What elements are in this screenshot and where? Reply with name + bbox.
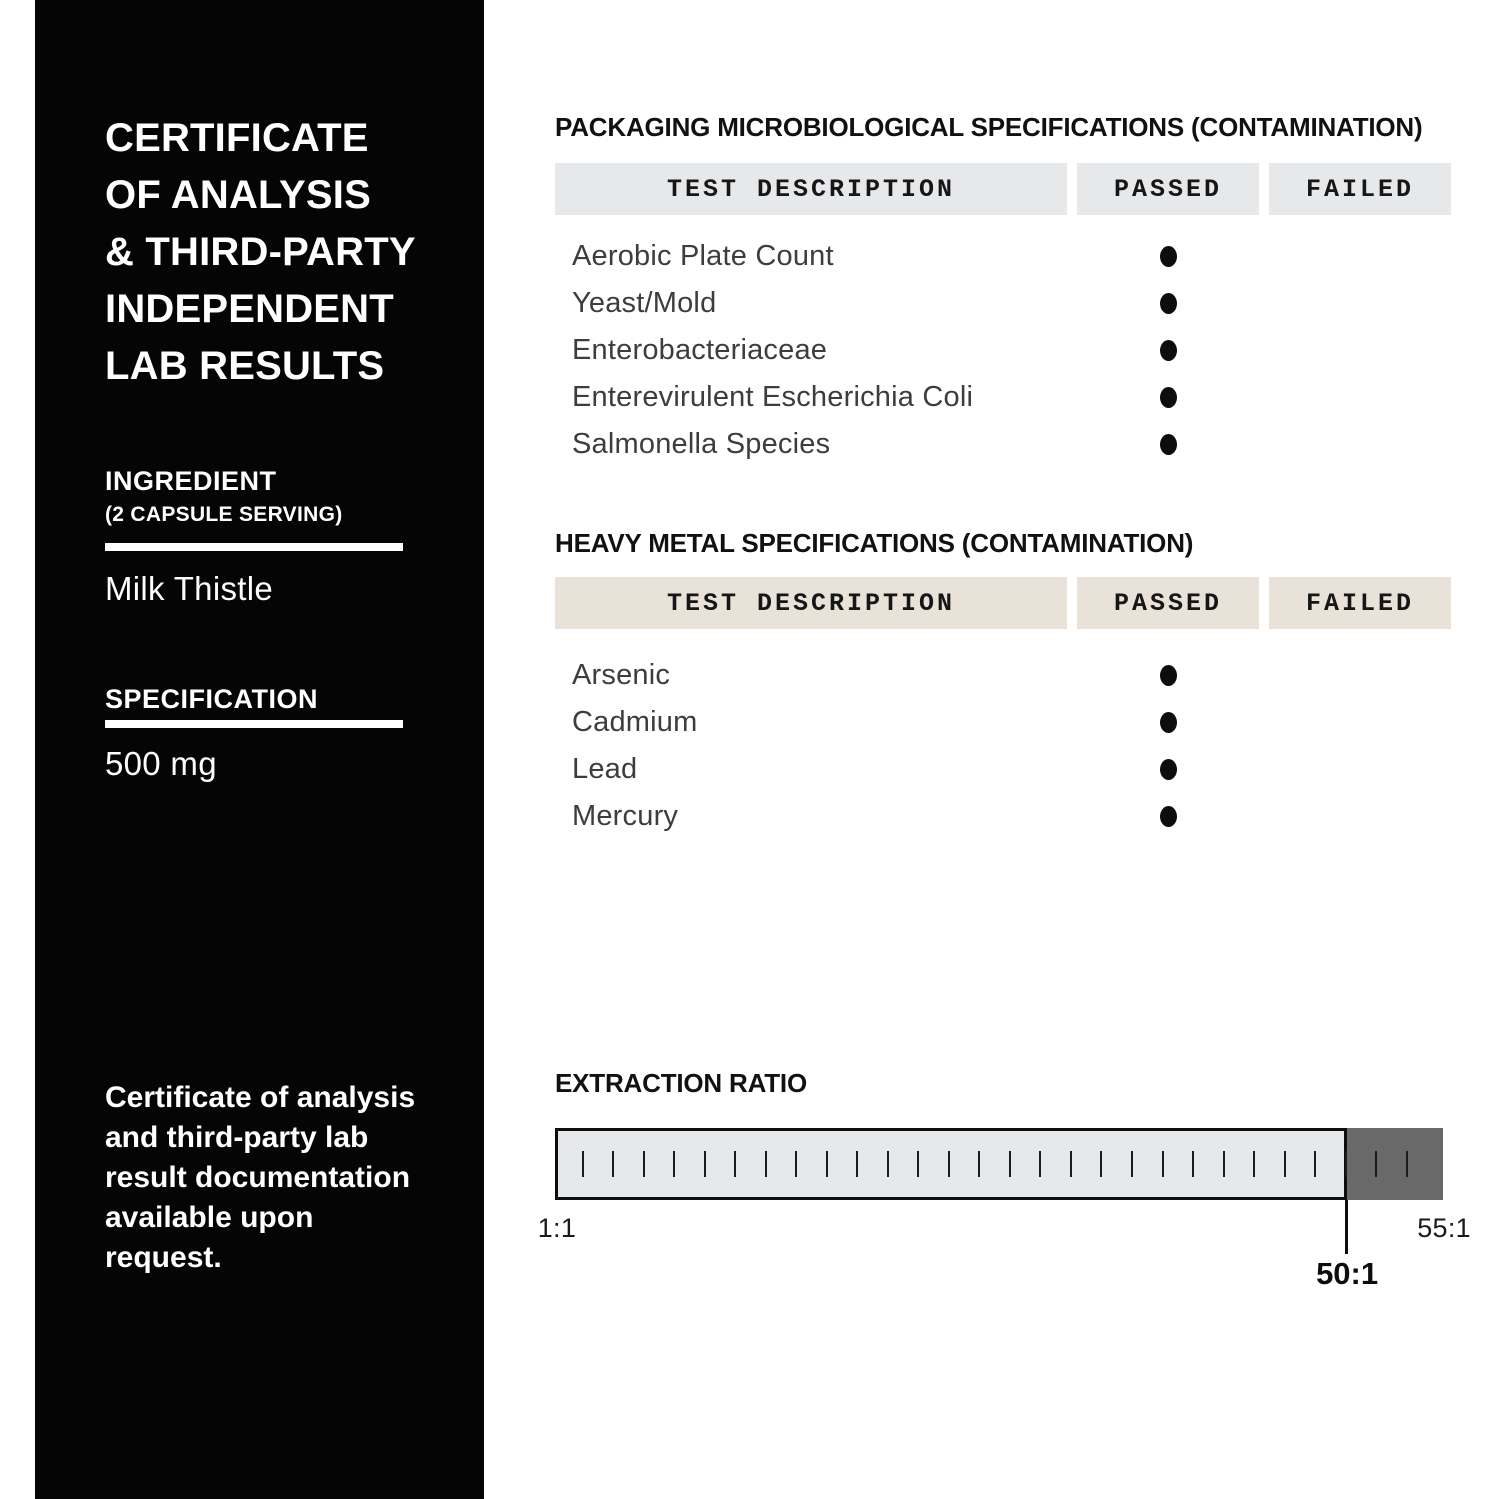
passed-cell — [1077, 793, 1259, 840]
ratio-min-label: 1:1 — [537, 1213, 577, 1243]
scale-tick — [1345, 1151, 1347, 1177]
failed-cell — [1269, 233, 1451, 280]
specification-value: 500 mg — [105, 745, 217, 782]
table-row — [555, 280, 1451, 327]
page-title-line: OF ANALYSIS — [105, 173, 371, 217]
test-description-cell: Cadmium — [572, 706, 698, 738]
test-description-cell: Yeast/Mold — [572, 287, 717, 319]
extraction-ratio-bar — [555, 1128, 1443, 1200]
test-description-cell: Enterobacteriaceae — [572, 334, 828, 366]
page-title — [105, 110, 416, 395]
table-row — [555, 746, 1451, 793]
heavy-metal-header-row — [555, 577, 1451, 629]
lab-results-content — [537, 0, 1471, 1499]
table-row — [555, 652, 1451, 699]
scale-tick — [612, 1151, 614, 1177]
result-dot — [1160, 293, 1177, 314]
scale-tick — [795, 1151, 797, 1177]
column-header-failed: FAILED — [1269, 577, 1451, 629]
test-description-cell: Enterevirulent Escherichia Coli — [572, 381, 974, 413]
scale-tick — [887, 1151, 889, 1177]
scale-tick — [826, 1151, 828, 1177]
result-dot — [1160, 246, 1177, 267]
failed-cell — [1269, 421, 1451, 468]
scale-tick — [1131, 1151, 1133, 1177]
passed-cell — [1077, 374, 1259, 421]
scale-tick — [1223, 1151, 1225, 1177]
scale-tick — [643, 1151, 645, 1177]
page-title-line: & THIRD-PARTY — [105, 230, 416, 274]
result-dot — [1160, 340, 1177, 361]
table-row — [555, 699, 1451, 746]
column-header-failed: FAILED — [1269, 163, 1451, 215]
ratio-max-label: 55:1 — [1417, 1213, 1471, 1243]
table-row — [555, 233, 1451, 280]
table-row — [555, 374, 1451, 421]
test-description-cell: Mercury — [572, 800, 679, 832]
scale-tick — [1284, 1151, 1286, 1177]
result-dot — [1160, 712, 1177, 733]
passed-cell — [1077, 421, 1259, 468]
scale-tick — [1192, 1151, 1194, 1177]
passed-cell — [1077, 652, 1259, 699]
scale-tick — [978, 1151, 980, 1177]
scale-tick — [734, 1151, 736, 1177]
divider-rule — [105, 543, 403, 551]
scale-tick — [1406, 1151, 1408, 1177]
failed-cell — [1269, 652, 1451, 699]
scale-tick — [856, 1151, 858, 1177]
table-row — [555, 793, 1451, 840]
scale-tick — [1314, 1151, 1316, 1177]
serving-sublabel: (2 CAPSULE SERVING) — [105, 503, 343, 526]
specification-label: SPECIFICATION — [105, 684, 319, 714]
ratio-value-marker-line — [1345, 1200, 1348, 1254]
passed-cell — [1077, 233, 1259, 280]
scale-tick — [582, 1151, 584, 1177]
ratio-value-label: 50:1 — [1316, 1256, 1379, 1291]
passed-cell — [1077, 699, 1259, 746]
scale-tick — [1375, 1151, 1377, 1177]
scale-tick — [1009, 1151, 1011, 1177]
scale-tick — [1039, 1151, 1041, 1177]
micro-specs-heading: PACKAGING MICROBIOLOGICAL SPECIFICATIONS (CONTAMINATION) — [555, 112, 1423, 142]
test-description-cell: Aerobic Plate Count — [572, 240, 834, 272]
certificate-side-panel — [35, 0, 484, 1499]
scale-tick — [673, 1151, 675, 1177]
failed-cell — [1269, 746, 1451, 793]
column-header-passed: PASSED — [1077, 577, 1259, 629]
passed-cell — [1077, 280, 1259, 327]
result-dot — [1160, 759, 1177, 780]
test-description-cell: Arsenic — [572, 659, 671, 691]
scale-tick — [1253, 1151, 1255, 1177]
scale-tick — [765, 1151, 767, 1177]
scale-tick — [948, 1151, 950, 1177]
scale-tick — [1162, 1151, 1164, 1177]
availability-footnote: Certificate of analysis and third-party lab result documentation available upon request. — [105, 1081, 416, 1274]
scale-tick — [704, 1151, 706, 1177]
ratio-bar-above-value-segment — [1347, 1128, 1443, 1200]
page-title-line: LAB RESULTS — [105, 344, 385, 388]
scale-tick — [1100, 1151, 1102, 1177]
column-header-passed: PASSED — [1077, 163, 1259, 215]
test-description-cell: Lead — [572, 753, 638, 785]
page-title-line: CERTIFICATE — [105, 116, 369, 160]
passed-cell — [1077, 746, 1259, 793]
passed-cell — [1077, 327, 1259, 374]
ingredient-label: INGREDIENT — [105, 466, 277, 496]
scale-tick — [1070, 1151, 1072, 1177]
result-dot — [1160, 806, 1177, 827]
ingredient-value: Milk Thistle — [105, 570, 274, 607]
divider-rule — [105, 720, 403, 728]
extraction-ratio-heading: EXTRACTION RATIO — [555, 1068, 807, 1098]
table-row — [555, 421, 1451, 468]
scale-tick — [917, 1151, 919, 1177]
failed-cell — [1269, 327, 1451, 374]
column-header-test-description: TEST DESCRIPTION — [555, 163, 1067, 215]
result-dot — [1160, 434, 1177, 455]
result-dot — [1160, 665, 1177, 686]
heavy-metal-heading: HEAVY METAL SPECIFICATIONS (CONTAMINATION) — [555, 528, 1194, 558]
failed-cell — [1269, 280, 1451, 327]
failed-cell — [1269, 793, 1451, 840]
page-title-line: INDEPENDENT — [105, 287, 394, 331]
test-description-cell: Salmonella Species — [572, 428, 831, 460]
failed-cell — [1269, 699, 1451, 746]
table-row — [555, 327, 1451, 374]
result-dot — [1160, 387, 1177, 408]
column-header-test-description: TEST DESCRIPTION — [555, 577, 1067, 629]
micro-specs-rows — [555, 233, 1451, 468]
failed-cell — [1269, 374, 1451, 421]
micro-specs-header-row — [555, 163, 1451, 215]
heavy-metal-rows — [555, 652, 1451, 840]
